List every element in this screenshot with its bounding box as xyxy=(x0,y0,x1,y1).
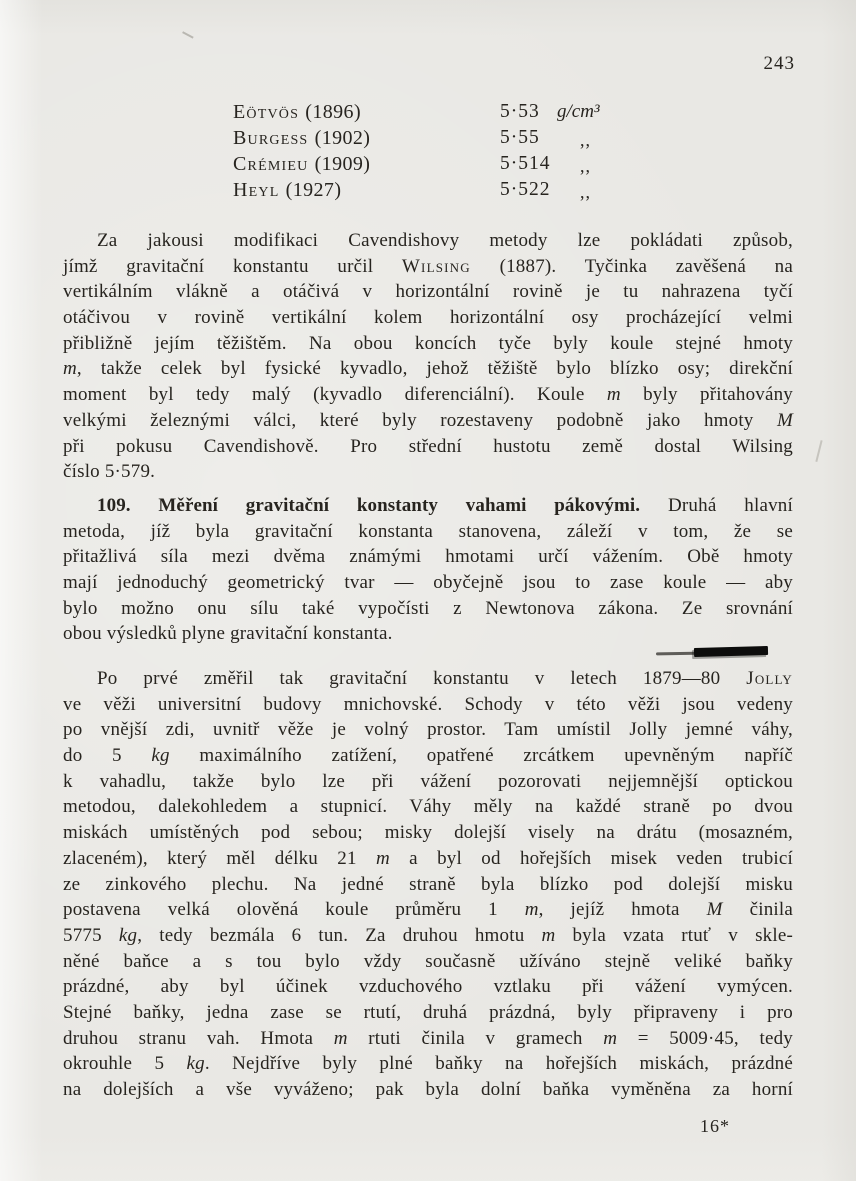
ditto-mark: ,, xyxy=(580,182,591,202)
text-run: 5775 xyxy=(63,924,119,946)
text-line xyxy=(63,872,793,898)
text-line xyxy=(63,621,793,647)
text-line xyxy=(63,1000,793,1026)
text-run: Za jakousi modifikaci Cavendishovy metody lze pokládati způsob, xyxy=(97,230,793,251)
paragraph xyxy=(63,493,793,647)
text-run: m xyxy=(541,924,556,946)
measurement-value: 5·53 xyxy=(500,101,540,122)
text-line xyxy=(63,408,793,434)
text-run: prázdné, aby byl účinek vzduchového vztlaku při vážení vymýcen. xyxy=(63,976,793,998)
measurements-table xyxy=(233,101,653,205)
text-run: na dolejších a vše vyváženo; pak byla dolní baňka vyměněna za horní xyxy=(63,1079,793,1100)
text-run: m xyxy=(524,899,539,921)
text-run: maximálního zatížení, opatřené zrcátkem upevněným napříč xyxy=(169,745,794,767)
text-run: přitažlivá síla mezi dvěma známými hmotami určí vážením. Obě hmoty xyxy=(63,546,793,568)
text-line xyxy=(63,1026,793,1052)
measurement-unit: g/cm³ xyxy=(557,101,600,122)
text-line xyxy=(63,331,793,357)
text-run: m xyxy=(63,358,77,380)
measurement-year: (1927) xyxy=(285,179,342,201)
text-run: vertikálním vlákně a otáčivá v horizontální rovině je tu nahrazena tyčí xyxy=(63,281,793,303)
measurement-value: 5·514 xyxy=(500,153,551,174)
footer-signature-mark: 16* xyxy=(700,1116,730,1136)
table-row xyxy=(233,127,653,153)
text-run: postavena velká olověná koule průměru 1 xyxy=(63,899,525,921)
text-run: otáčivou v rovině vertikální kolem horizontální osy procházející velmi xyxy=(63,307,793,329)
text-line xyxy=(63,519,793,545)
text-run: m xyxy=(333,1027,348,1049)
text-line xyxy=(63,596,793,622)
text-line xyxy=(63,459,793,485)
measurement-year: (1909) xyxy=(314,153,371,175)
text-run: kg xyxy=(186,1053,205,1075)
body-text xyxy=(63,228,793,1103)
page-number: 243 xyxy=(763,53,795,74)
text-run: Po prvé změřil tak gravitační konstantu v letech 1879—80 xyxy=(97,668,747,689)
scan-artifact xyxy=(182,31,193,38)
text-line xyxy=(63,717,793,743)
text-line xyxy=(63,923,793,949)
text-run: něné baňce a s tou bylo vždy současně užíváno stejně veliké baňky xyxy=(63,950,793,972)
text-line xyxy=(63,846,793,872)
text-run: bylo možno onu sílu také vypočísti z Newtonova zákona. Ze srovnání xyxy=(63,597,793,619)
text-run: metoda, jíž byla gravitační konstanta stanovena, záleží v tom, že se xyxy=(63,520,793,542)
text-run: mají jednoduchý geometrický tvar — obyčejně jsou to zase koule — aby xyxy=(63,571,793,593)
text-line xyxy=(63,382,793,408)
text-run: při pokusu Cavendishově. Pro střední hustotu země dostal Wilsing xyxy=(63,435,793,457)
text-line xyxy=(63,820,793,846)
text-run: m xyxy=(375,847,390,869)
paragraph xyxy=(63,228,793,485)
text-run: druhou stranu vah. Hmota xyxy=(63,1027,334,1049)
text-line xyxy=(63,493,793,519)
ink-smudge-bar xyxy=(694,646,768,657)
measurement-year: (1896) xyxy=(305,101,362,123)
text-line xyxy=(63,949,793,975)
scan-artifact xyxy=(815,440,822,462)
text-run: (1887). Tyčinka zavěšená na xyxy=(470,255,793,277)
text-run: rtuti činila v gramech xyxy=(347,1027,604,1049)
text-line xyxy=(63,1077,793,1103)
measurement-value: 5·522 xyxy=(500,179,551,200)
measurement-value: 5·55 xyxy=(500,127,540,148)
table-row xyxy=(233,179,653,205)
text-run: po vnější zdi, uvnitř věže je volný prostor. Tam umístil Jolly jemné váhy, xyxy=(63,719,793,741)
text-run: přibližně jejím těžištěm. Na obou koncích tyče byly koule stejné hmoty xyxy=(63,332,793,354)
text-line xyxy=(63,666,793,692)
text-run: ve věži universitní budovy mnichovské. Schody v této věži jsou vedeny xyxy=(63,693,793,715)
text-run: kg xyxy=(151,745,170,767)
text-run: velkými železnými válci, které byly rozestaveny podobně jako hmoty xyxy=(63,409,777,431)
measurement-name: Eötvös (1896) xyxy=(233,101,362,123)
text-line xyxy=(63,434,793,460)
text-run: byla vzata rtuť v skle- xyxy=(555,924,794,946)
text-run: metodou, dalekohledem a stupnicí. Váhy měly na každé straně po dvou xyxy=(63,796,793,818)
text-line xyxy=(63,974,793,1000)
text-run: činila xyxy=(722,899,793,921)
text-run: m xyxy=(603,1027,618,1049)
text-run: , jejíž hmota xyxy=(538,899,707,921)
table-row xyxy=(233,153,653,179)
text-line xyxy=(63,743,793,769)
text-run: číslo 5·579. xyxy=(63,461,156,483)
measurement-year: (1902) xyxy=(314,127,371,149)
text-run: k vahadlu, takže bylo lze při vážení pozorovati nejjemnější optickou xyxy=(63,770,793,792)
text-run: , tedy bezmála 6 tun. Za druhou hmotu xyxy=(137,924,542,946)
ink-smudge xyxy=(656,645,768,663)
paragraph xyxy=(63,666,793,1103)
text-line xyxy=(63,1051,793,1077)
text-run: , takže celek byl fysické kyvadlo, jehož těžiště bylo blízko osy; direkční xyxy=(76,358,793,380)
measurement-name: Heyl (1927) xyxy=(233,179,342,201)
text-run: ze zinkového plechu. Na jedné straně byla blízko pod dolejší misku xyxy=(63,873,793,895)
measurement-name: Burgess (1902) xyxy=(233,127,371,149)
text-run: 109. Měření gravitační konstanty vahami pákovými. xyxy=(97,494,641,516)
table-row xyxy=(233,101,653,127)
text-line xyxy=(63,769,793,795)
text-run: zlaceném), který měl délku 21 xyxy=(63,847,376,869)
text-line xyxy=(63,897,793,923)
text-line xyxy=(63,544,793,570)
text-run: kg xyxy=(118,924,138,946)
text-run: Wilsing xyxy=(401,255,471,277)
text-run: okrouhle 5 xyxy=(63,1053,187,1075)
text-line xyxy=(63,228,793,254)
text-run: byly přitahovány xyxy=(620,384,793,406)
text-run: M xyxy=(776,409,793,431)
text-run: Jolly xyxy=(746,668,793,689)
text-line xyxy=(63,305,793,331)
text-run: . Nejdříve byly plné baňky na hořejších miskách, prázdné xyxy=(204,1053,793,1075)
text-run: do 5 xyxy=(63,745,152,767)
text-line xyxy=(63,254,793,280)
text-run: a byl od hořejších misek veden trubicí xyxy=(389,847,793,869)
ditto-mark: ,, xyxy=(580,130,591,150)
text-line xyxy=(63,794,793,820)
text-run: Stejné baňky, jedna zase se rtutí, druhá prázdná, byly připraveny i pro xyxy=(63,1001,793,1023)
text-run: moment byl tedy malý (kyvadlo diferenciální). Koule xyxy=(63,384,607,406)
text-line xyxy=(63,692,793,718)
text-run: = 5009·45, tedy xyxy=(617,1027,793,1049)
text-line xyxy=(63,279,793,305)
text-run: jímž gravitační konstantu určil xyxy=(63,255,402,277)
text-run: Druhá hlavní xyxy=(640,494,793,516)
ditto-mark: ,, xyxy=(580,156,591,176)
text-line xyxy=(63,356,793,382)
text-run: miskách umístěných pod sebou; misky dolejší visely na drátu (mosazném, xyxy=(63,822,793,844)
text-line xyxy=(63,570,793,596)
text-run: M xyxy=(706,899,723,921)
text-run: obou výsledků plyne gravitační konstanta. xyxy=(63,623,393,645)
text-run: m xyxy=(606,384,621,406)
measurement-name: Crémieu (1909) xyxy=(233,153,371,175)
